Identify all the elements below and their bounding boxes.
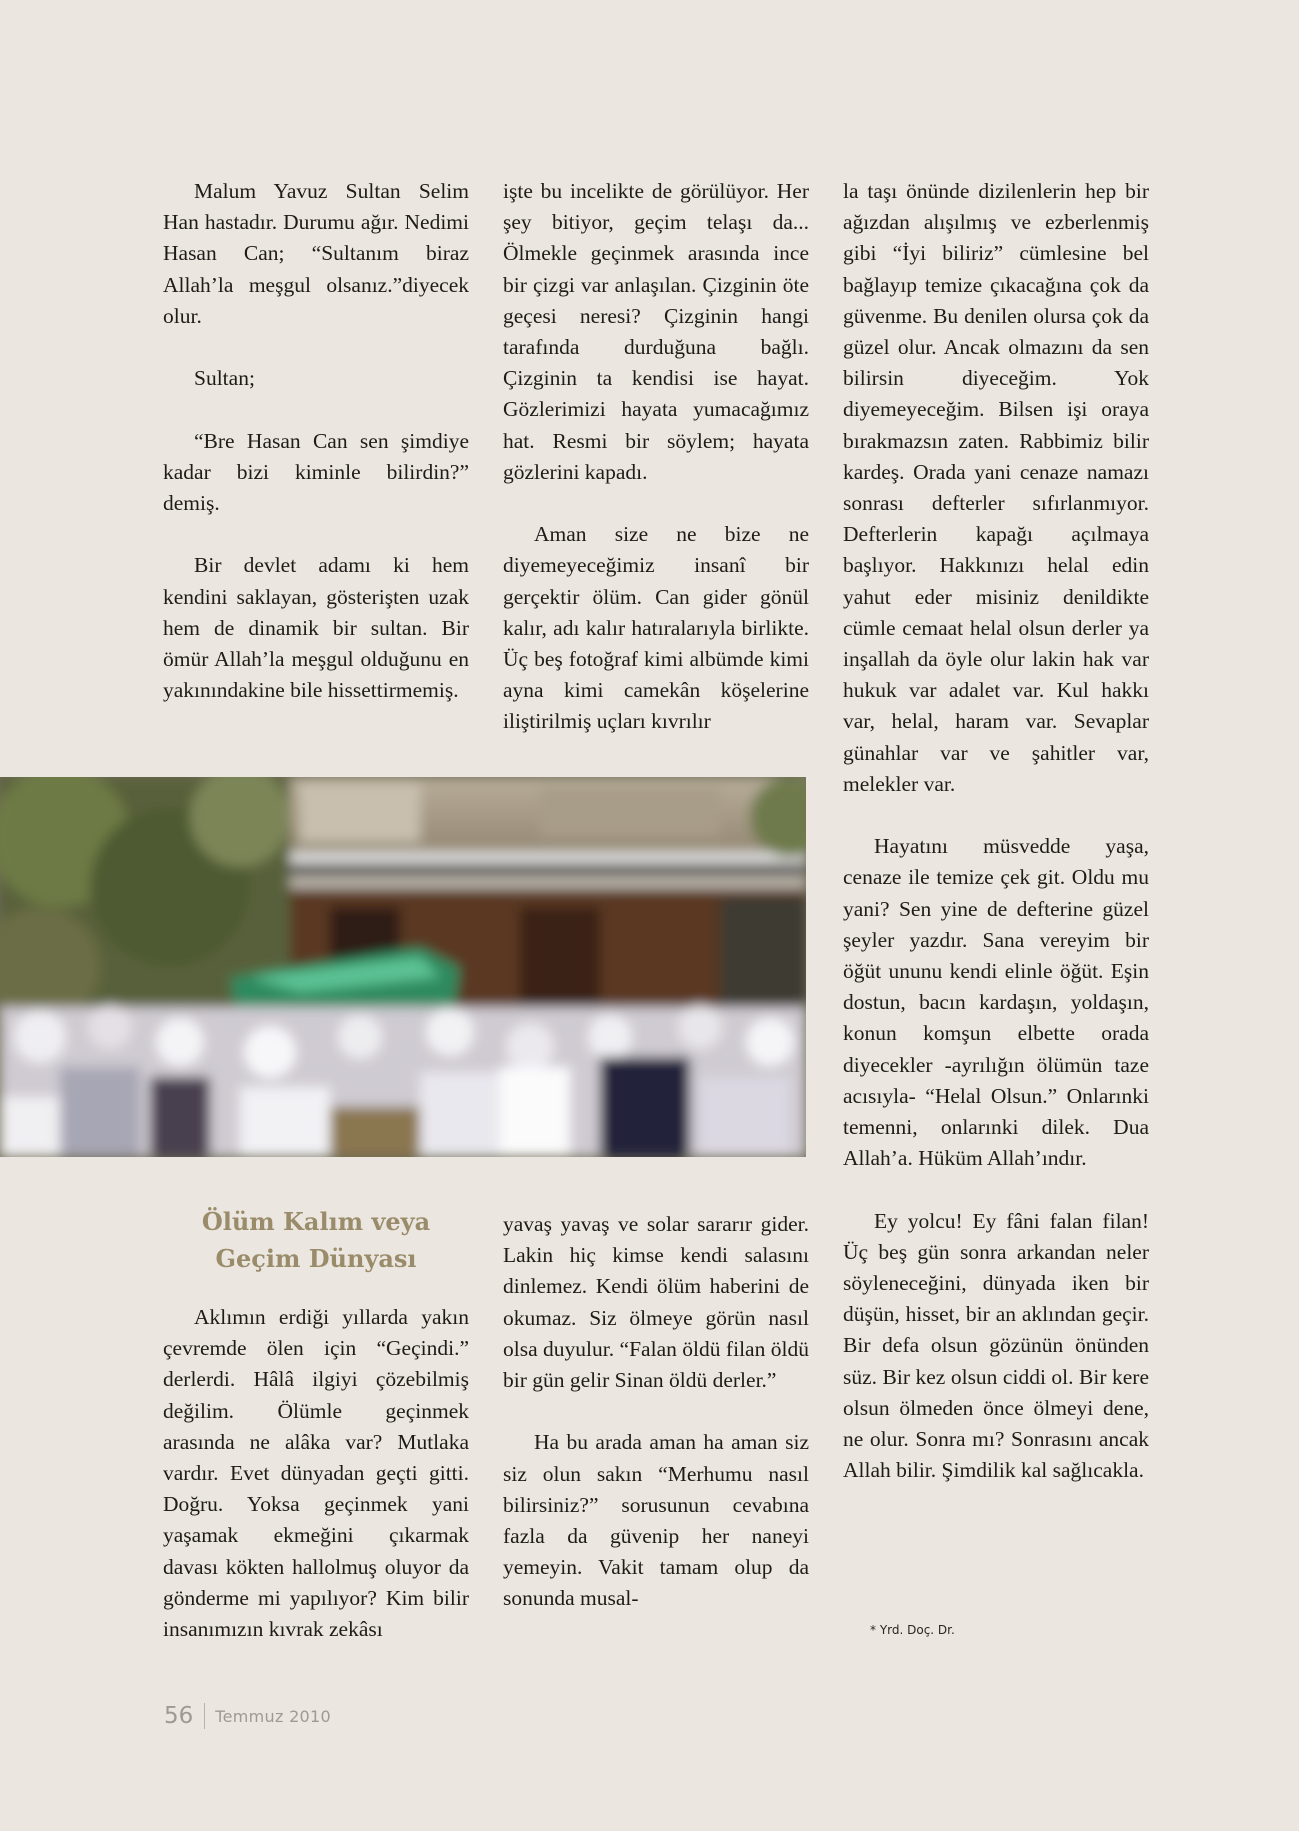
paragraph: Sultan; [194, 366, 255, 391]
section-heading [163, 1203, 469, 1277]
column-3 [843, 176, 1149, 1487]
footer-divider [204, 1703, 205, 1729]
page-number: 56 [164, 1703, 194, 1729]
paragraph: Ey yolcu! Ey fâni falan filan! Üç beş gün sonra arkandan neler söyleneceğini, dünyada iken bir düşün, hisset, bir an aklından geçir. Bir defa olsun gözünün önünden süz. Bir kez olsun ciddi ol. Bir kere olsun ölmeden önce ölmeyi dene, ne olur. Sonra mı? Sonrasını ancak Allah bilir. Şimdilik kal sağlıcakla. [843, 1208, 1149, 1483]
paragraph: Malum Yavuz Sultan Selim Han hastadır. Durumu ağır. Nedimi Hasan Can; “Sultanım biraz Allah’la meşgul olsanız.”diyecek olur. [163, 179, 469, 328]
paragraph: Aman size ne bize ne diyemeyeceğimiz insanî bir gerçektir ölüm. Can gider gönül kalır, adı kalır hatıralarıyla birlikte. Üç beş fotoğraf kimi albümde kimi ayna kimi camekân köşelerine iliştirilmiş uçları kıvrılır [503, 522, 809, 734]
section-heading-line-2: Geçim Dünyası [215, 1244, 417, 1273]
paragraph: la taşı önünde dizilenlerin hep bir ağızdan alışılmış ve ezberlenmiş gibi “İyi biliriz” cümlesine bel bağlayıp temize çıkacağına çok da güvenme. Bu denilen olursa çok da güzel olur. Ancak olmazını da sen bilirsin diyeceğim. Yok diyemeyeceğim. Bilsen işi oraya bırakmazsın zaten. Rabbimiz bilir kardeş. Orada yani cenaze namazı sonrası defterler sıfırlanmıyor. Defterlerin kapağı açılmaya başlıyor. Hakkınızı helal edin yahut eder misiniz denildikte cümle cemaat helal olsun derler ya inşallah da öyle olur lakin hak var hukuk var adalet var. Kul hakkı var, helal, haram var. Sevaplar günahlar var ve şahitler var, melekler var. [843, 179, 1149, 796]
paragraph: yavaş yavaş ve solar sararır gider. Lakin hiç kimse kendi salasını dinlemez. Kendi ölüm haberini de okumaz. Siz ölmeye görün nasıl olsa duyulur. “Falan öldü filan öldü bir gün gelir Sinan öldü derler.” [503, 1212, 809, 1393]
paragraph: “Bre Hasan Can sen şimdiye kadar bizi kiminle bilirdin?” demiş. [163, 428, 469, 515]
column-2-bottom [503, 1209, 809, 1615]
paragraph: Bir devlet adamı ki hem kendini saklayan, gösterişten uzak hem de dinamik bir sultan. Bir ömür Allah’la meşgul olduğunu en yakınındakine bile hissettirmemiş. [163, 553, 469, 703]
paragraph: Ha bu arada aman ha aman siz siz olun sakın “Merhumu nasıl bilirsiniz?” sorusunun cevabına fazla da güvenip her naneyi yemeyin. Vakit tamam olup da sonunda musal- [503, 1430, 809, 1611]
author-footnote: * Yrd. Doç. Dr. [870, 1623, 955, 1637]
paragraph: Hayatını müsvedde yaşa, cenaze ile temize çek git. Oldu mu yani? Sen yine de defterine güzel şeyler yazdır. Sana vereyim bir öğüt ununu kendi elinle öğüt. Eşin dostun, bacın kardaşın, yoldaşın, konun komşun elbette orada diyecekler -ayrılığın ölümün taze acısıyla- “Helal Olsun.” Onlarınki temenni, onlarınki dilek. Dua Allah’a. Hüküm Allah’ındır. [843, 834, 1149, 1171]
column-1-top [163, 176, 469, 706]
section-heading-line-1: Ölüm Kalım veya [201, 1207, 431, 1236]
column-1-bottom [163, 1302, 469, 1645]
paragraph: işte bu incelikte de görülüyor. Her şey bitiyor, geçim telaşı da... Ölmekle geçinmek arasında ince bir çizgi var anlaşılan. Çizginin öte geçesi neresi? Çizginin hangi tarafında durduğuna bağlı. Çizginin ta kendisi ise hayat. Gözlerimizi hayata yumacağımız hat. Resmi bir söylem; hayata gözlerini kapadı. [503, 179, 809, 484]
issue-date: Temmuz 2010 [215, 1706, 331, 1726]
page-footer [164, 1703, 331, 1729]
column-2-top [503, 176, 809, 738]
paragraph: Aklımın erdiği yıllarda yakın çevremde ölen için “Geçindi.” derlerdi. Hâlâ ilgiyi çözebilmiş değilim. Ölümle geçinmek arasında ne alâka var? Mutlaka vardır. Evet dünyadan geçti gitti. Doğru. Yoksa geçinmek yani yaşamak ekmeğini çıkarmak davası kökten hallolmuş oluyor da gönderme mi yapılıyor? Kim bilir insanımızın kıvrak zekâsı [163, 1305, 469, 1642]
funeral-photo-image [0, 777, 806, 1157]
funeral-photo [0, 777, 806, 1157]
